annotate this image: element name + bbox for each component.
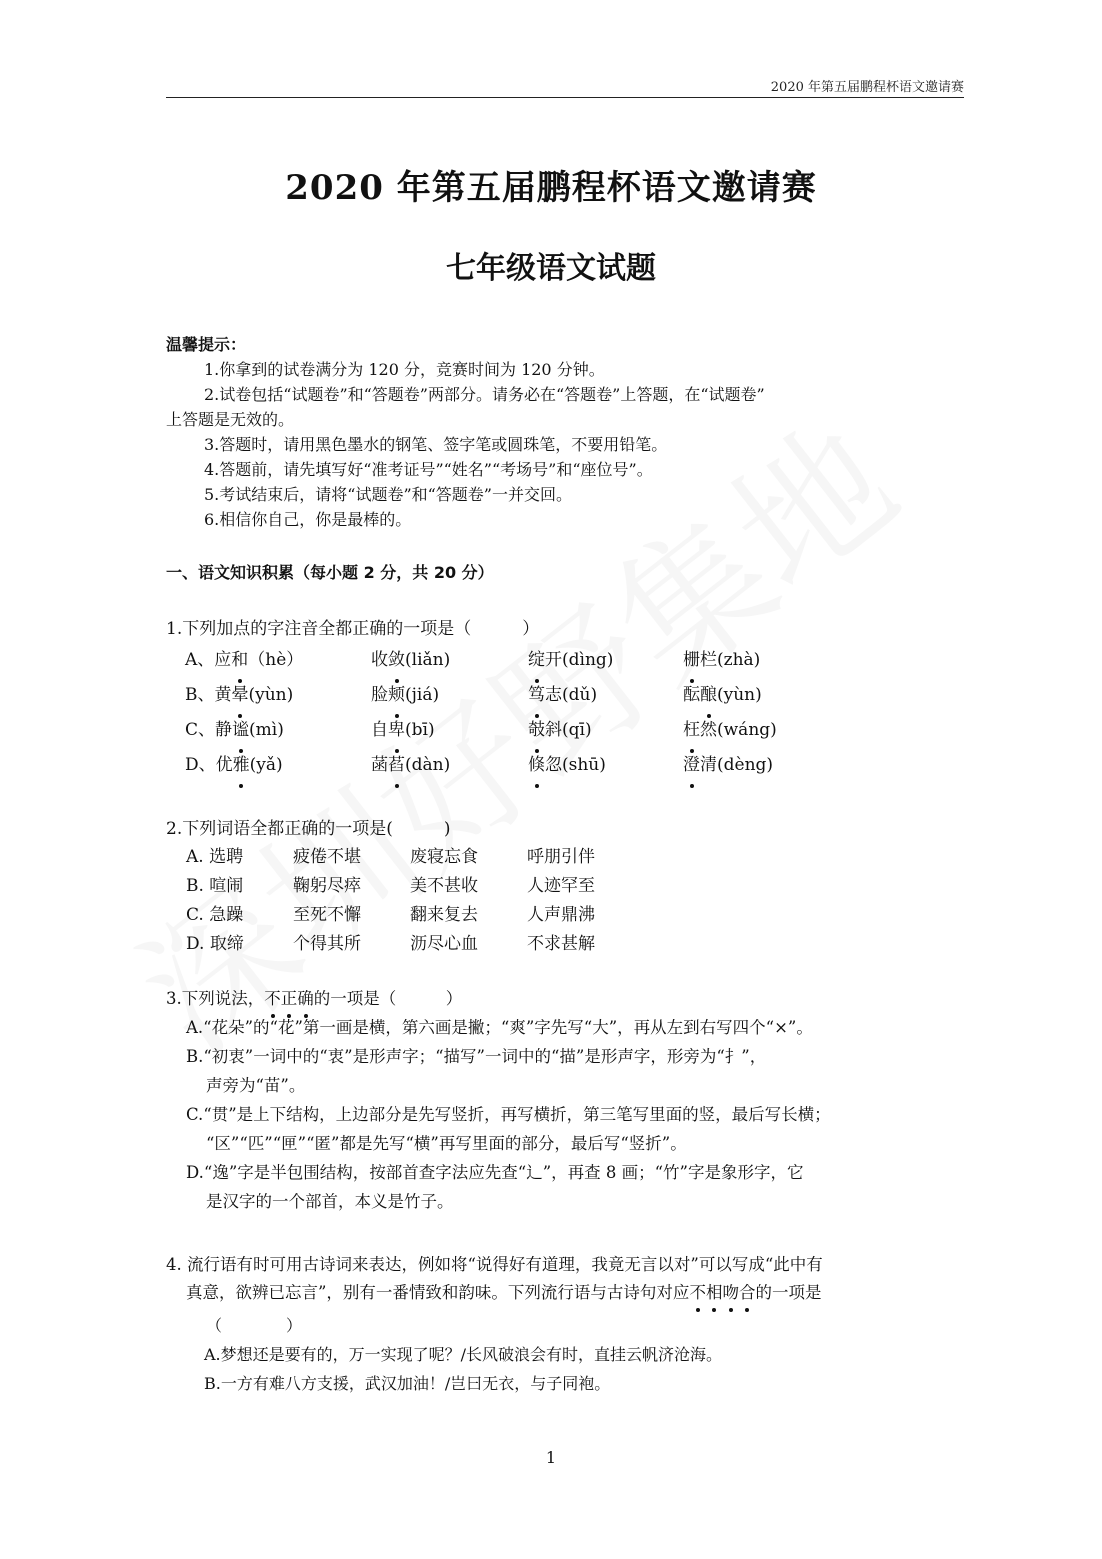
option-cell: 至死不懈: [293, 905, 361, 925]
page-subtitle: 七年级语文试题: [446, 251, 656, 286]
question-stem: [166, 1251, 966, 1307]
pinyin: (dìng): [562, 650, 614, 670]
question-3: [166, 985, 966, 1216]
dotted-char: 攲: [528, 713, 545, 748]
question-1: [166, 615, 966, 783]
notice-item: 5.考试结束后，请将“试题卷”和“答题卷”一并交回。: [204, 485, 572, 504]
dotted-char: 澄: [683, 748, 700, 783]
section-heading: 一、语文知识积累（每小题 2 分，共 20 分）: [166, 563, 494, 582]
word-char: 志: [545, 685, 562, 705]
option-cell: B. 喧闹: [186, 876, 244, 896]
dotted-char: 确: [297, 985, 314, 1013]
pinyin: (yùn): [248, 685, 294, 705]
notice-item: 2.试卷包括“试题卷”和“答题卷”两部分。请务必在“答题卷”上答题，在“试题卷”: [204, 385, 765, 404]
option-c: [186, 1100, 966, 1158]
dotted-char: 绽: [528, 643, 545, 678]
option-cell: [371, 643, 528, 678]
option-cell: 个得其所: [293, 934, 361, 954]
pinyin: (jiá): [405, 685, 440, 705]
dotted-char: 晕: [232, 678, 249, 713]
dotted-char: 笃: [528, 678, 545, 713]
option-line: D.“逸”字是半包围结构，按部首查字法应先查“辶”，再查 8 画；“竹”字是象形字，它: [186, 1163, 804, 1182]
option-line: C.“贯”是上下结构，上边部分是先写竖折，再写横折，第三笔写里面的竖，最后写长横；: [186, 1105, 831, 1124]
word-char: 黄: [214, 685, 232, 705]
question-2: [166, 815, 966, 959]
pinyin: (dǔ): [562, 685, 598, 705]
option-cell: 人声鼎沸: [527, 905, 595, 925]
option-cell: [683, 643, 833, 678]
word-char: 优: [215, 755, 233, 775]
word-char: 栏: [700, 650, 717, 670]
option-b: B.一方有难八方支援，武汉加油！/岂曰无衣，与子同袍。: [204, 1374, 611, 1393]
option-cell: 鞠躬尽瘁: [293, 876, 361, 896]
option-line: 是汉字的一个部首，本义是竹子。: [206, 1192, 454, 1211]
dotted-char: 枉: [683, 713, 700, 748]
word-char: 菡: [371, 755, 388, 775]
notice-item: 1.你拿到的试卷满分为 120 分，竞赛时间为 120 分钟。: [204, 360, 605, 379]
dotted-char: 萏: [388, 748, 405, 783]
page-number: 1: [545, 1448, 557, 1467]
dotted-char: 正: [281, 985, 298, 1013]
word-char: 酝: [683, 685, 700, 705]
option-cell: 不求甚解: [527, 934, 595, 954]
dotted-char: 不: [689, 1279, 706, 1307]
option-cell: [528, 678, 683, 713]
pinyin: (dàn): [405, 755, 451, 775]
notice-item: 6.相信你自己，你是最棒的。: [204, 510, 412, 529]
option-line: “区”“匹”“匣”“匿”都是先写“横”再写里面的部分，最后写“竖折”。: [206, 1134, 687, 1153]
notice-item: 3.答题时，请用黑色墨水的钢笔、签字笔或圆珠笔，不要用铅笔。: [204, 435, 668, 454]
option-cell: [683, 678, 833, 713]
option-cell: [185, 678, 371, 713]
page-title: 2020 年第五届鹏程杯语文邀请赛: [285, 168, 817, 208]
option-a: A.梦想还是要有的，万一实现了呢？/长风破浪会有时，直挂云帆济沧海。: [204, 1345, 723, 1364]
option-cell: [528, 748, 683, 783]
option-cell: [528, 643, 683, 678]
word-char: 收: [371, 650, 388, 670]
word-char: 斜: [545, 720, 562, 740]
pinyin: (dèng): [717, 755, 774, 775]
question-stem: 1.下列加点的字注音全都正确的一项是（ ）: [166, 619, 540, 639]
dotted-char: 酿: [700, 678, 717, 713]
pinyin: (yùn): [717, 685, 762, 705]
option-cell: C. 急躁: [186, 905, 244, 925]
option-cell: [185, 748, 371, 783]
option-cell: 翻来复去: [410, 905, 478, 925]
options-grid: [185, 643, 966, 783]
pinyin: (wáng): [717, 720, 777, 740]
option-cell: [371, 678, 528, 713]
dotted-char: 栅: [683, 643, 700, 678]
option-cell: 废寝忘食: [410, 847, 478, 867]
option-cell: [185, 643, 371, 678]
notice-heading: 温馨提示：: [166, 335, 247, 354]
dotted-char: 不: [264, 985, 281, 1013]
option-cell: [371, 748, 528, 783]
notice-block: [166, 332, 966, 532]
option-line: A.“花朵”的“花”第一画是横，第六画是撇；“爽”字先写“大”，再从左到右写四个“×”。: [186, 1018, 813, 1037]
dotted-char: 相: [706, 1279, 723, 1307]
options-grid: [186, 843, 966, 959]
word-char: 脸: [371, 685, 388, 705]
option-cell: [528, 713, 683, 748]
option-label: A、应: [185, 650, 232, 670]
option-cell: [371, 713, 528, 748]
option-line: 声旁为“苗”。: [206, 1076, 306, 1095]
question-4: [166, 1251, 966, 1398]
dotted-char: 雅: [233, 748, 250, 783]
option-line: B.“初衷”一词中的“衷”是形声字；“描写”一词中的“描”是形声字，形旁为“扌”，: [186, 1047, 767, 1066]
option-b: [186, 1042, 966, 1100]
option-label: B、: [185, 685, 215, 705]
word-char: 然: [700, 720, 717, 740]
dotted-char: 谧: [232, 713, 249, 748]
dotted-char: 合: [739, 1279, 756, 1307]
dotted-char: 颊: [388, 678, 405, 713]
option-cell: 美不甚收: [410, 876, 478, 896]
pinyin: (liǎn): [405, 650, 451, 670]
dotted-char: 和: [231, 643, 248, 678]
stem-line: 4. 流行语有时可用古诗词来表达，例如将“说得好有道理，我竟无言以对”可以写成“此中有: [166, 1255, 823, 1274]
dotted-char: 卑: [388, 713, 405, 748]
word-char: 开: [545, 650, 562, 670]
option-cell: A. 选聘: [186, 847, 244, 867]
option-cell: [185, 713, 371, 748]
option-cell: 呼朋引伴: [527, 847, 595, 867]
option-cell: 疲倦不堪: [293, 847, 361, 867]
question-stem: 3.下列说法，不正确的一项是（ ）: [166, 985, 966, 1013]
dotted-char: 吻: [722, 1279, 739, 1307]
answer-blank: （ ）: [206, 1316, 303, 1335]
word-char: 清: [700, 755, 717, 775]
option-label: D、: [185, 755, 216, 775]
running-header: 2020 年第五届鹏程杯语文邀请赛: [770, 80, 964, 95]
word-char: 自: [371, 720, 388, 740]
notice-item-continued: 上答题是无效的。: [166, 410, 295, 429]
word-char: 忽: [545, 755, 562, 775]
stem-line: 真意，欲辨已忘言”，别有一番情致和韵味。下列流行语与古诗句对应不相吻合的一项是: [166, 1279, 966, 1307]
pinyin: (zhà): [717, 650, 761, 670]
pinyin: (qī): [562, 720, 592, 740]
pinyin: (mì): [249, 720, 284, 740]
option-cell: [683, 713, 833, 748]
option-a: [186, 1013, 966, 1042]
option-cell: D. 取缔: [186, 934, 244, 954]
option-d: [186, 1158, 966, 1216]
word-char: 静: [215, 720, 233, 740]
question-stem: 2.下列词语全都正确的一项是( ): [166, 819, 451, 839]
pinyin: (yǎ): [249, 755, 283, 775]
option-label: C、: [185, 720, 216, 740]
notice-item: 4.答题前，请先填写好“准考证号”“姓名”“考场号”和“座位号”。: [204, 460, 653, 479]
pinyin: (bī): [405, 720, 435, 740]
option-cell: 人迹罕至: [527, 876, 595, 896]
option-cell: [683, 748, 833, 783]
pinyin: (shū): [562, 755, 606, 775]
dotted-char: 敛: [388, 643, 405, 678]
dotted-char: 倏: [528, 748, 545, 783]
pinyin: （hè）: [248, 650, 304, 670]
option-cell: 沥尽心血: [410, 934, 478, 954]
header-rule: [166, 97, 964, 98]
